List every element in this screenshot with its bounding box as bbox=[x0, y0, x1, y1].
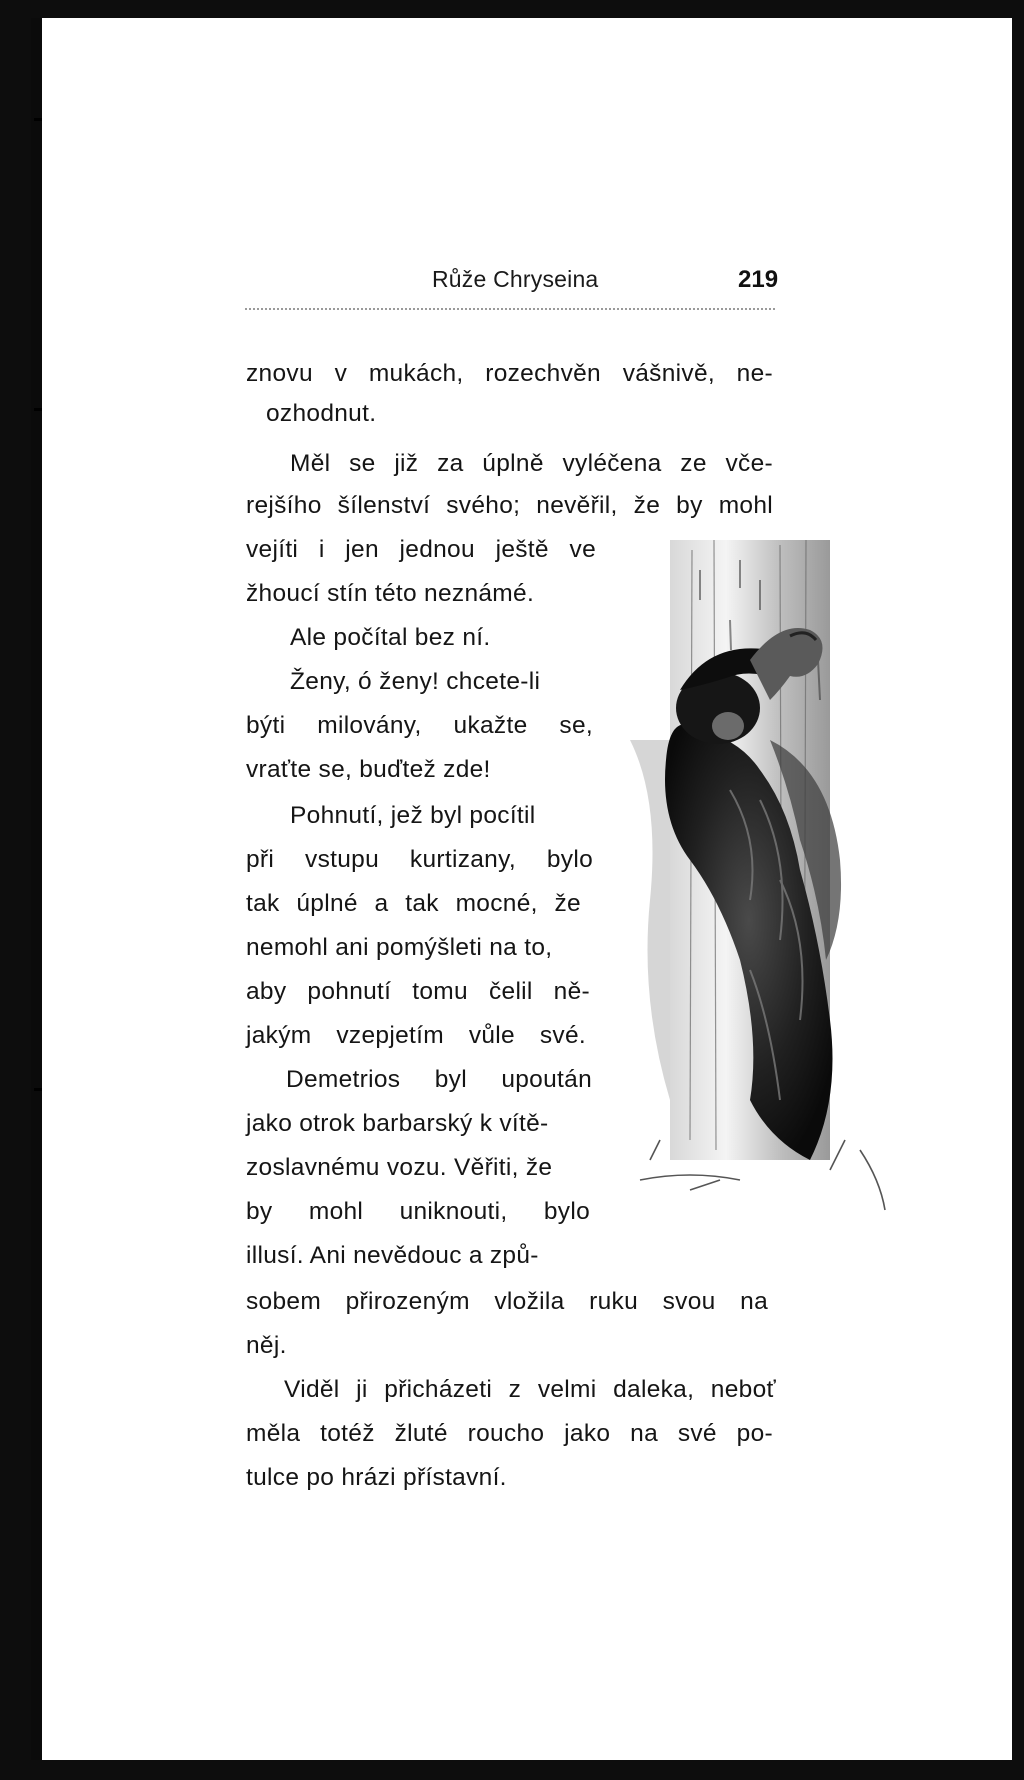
text-line: zoslavnému vozu. Věřiti, že bbox=[246, 1154, 553, 1181]
text-line: tulce po hrázi přístavní. bbox=[246, 1464, 507, 1491]
text-line: Demetrios byl upoután bbox=[286, 1066, 592, 1093]
text-line: ozhodnut. bbox=[266, 400, 377, 427]
illustration-woman-at-column bbox=[630, 540, 910, 1240]
running-title: Růže Chryseina bbox=[432, 266, 599, 292]
text-line: vraťte se, buďtež zde! bbox=[246, 756, 491, 783]
text-line: jako otrok barbarský k vítě- bbox=[246, 1110, 549, 1137]
page-number: 219 bbox=[738, 266, 779, 293]
text-line: Ale počítal bez ní. bbox=[290, 624, 491, 651]
text-line: tak úplné a tak mocné, že bbox=[246, 890, 581, 917]
text-line: nemohl ani pomýšleti na to, bbox=[246, 934, 553, 961]
running-head bbox=[0, 266, 1024, 298]
text-line: Pohnutí, jež byl pocítil bbox=[290, 802, 536, 829]
text-line: býti milovány, ukažte se, bbox=[246, 712, 593, 739]
text-line: znovu v mukách, rozechvěn vášnivě, ne- bbox=[246, 360, 773, 387]
text-line: při vstupu kurtizany, bylo bbox=[246, 846, 593, 873]
text-line: aby pohnutí tomu čelil ně- bbox=[246, 978, 590, 1005]
text-line: sobem přirozeným vložila ruku svou na bbox=[246, 1288, 768, 1315]
text-line: Měl se již za úplně vyléčena ze vče- bbox=[290, 450, 773, 477]
text-line: illusí. Ani nevědouc a způ- bbox=[246, 1242, 539, 1269]
text-line: Viděl ji přicházeti z velmi daleka, neboť bbox=[284, 1376, 776, 1403]
header-rule bbox=[245, 308, 775, 310]
text-line: by mohl uniknouti, bylo bbox=[246, 1198, 590, 1225]
text-line: měla totéž žluté roucho jako na své po- bbox=[246, 1420, 773, 1447]
text-line: jakým vzepjetím vůle své. bbox=[246, 1022, 586, 1049]
text-line: něj. bbox=[246, 1332, 287, 1359]
text-line: rejšího šílenství svého; nevěřil, že by mohl bbox=[246, 492, 773, 519]
text-line: Ženy, ó ženy! chcete-li bbox=[290, 668, 541, 695]
text-line: žhoucí stín této neznámé. bbox=[246, 580, 535, 607]
text-line: vejíti i jen jednou ještě ve bbox=[246, 536, 596, 563]
